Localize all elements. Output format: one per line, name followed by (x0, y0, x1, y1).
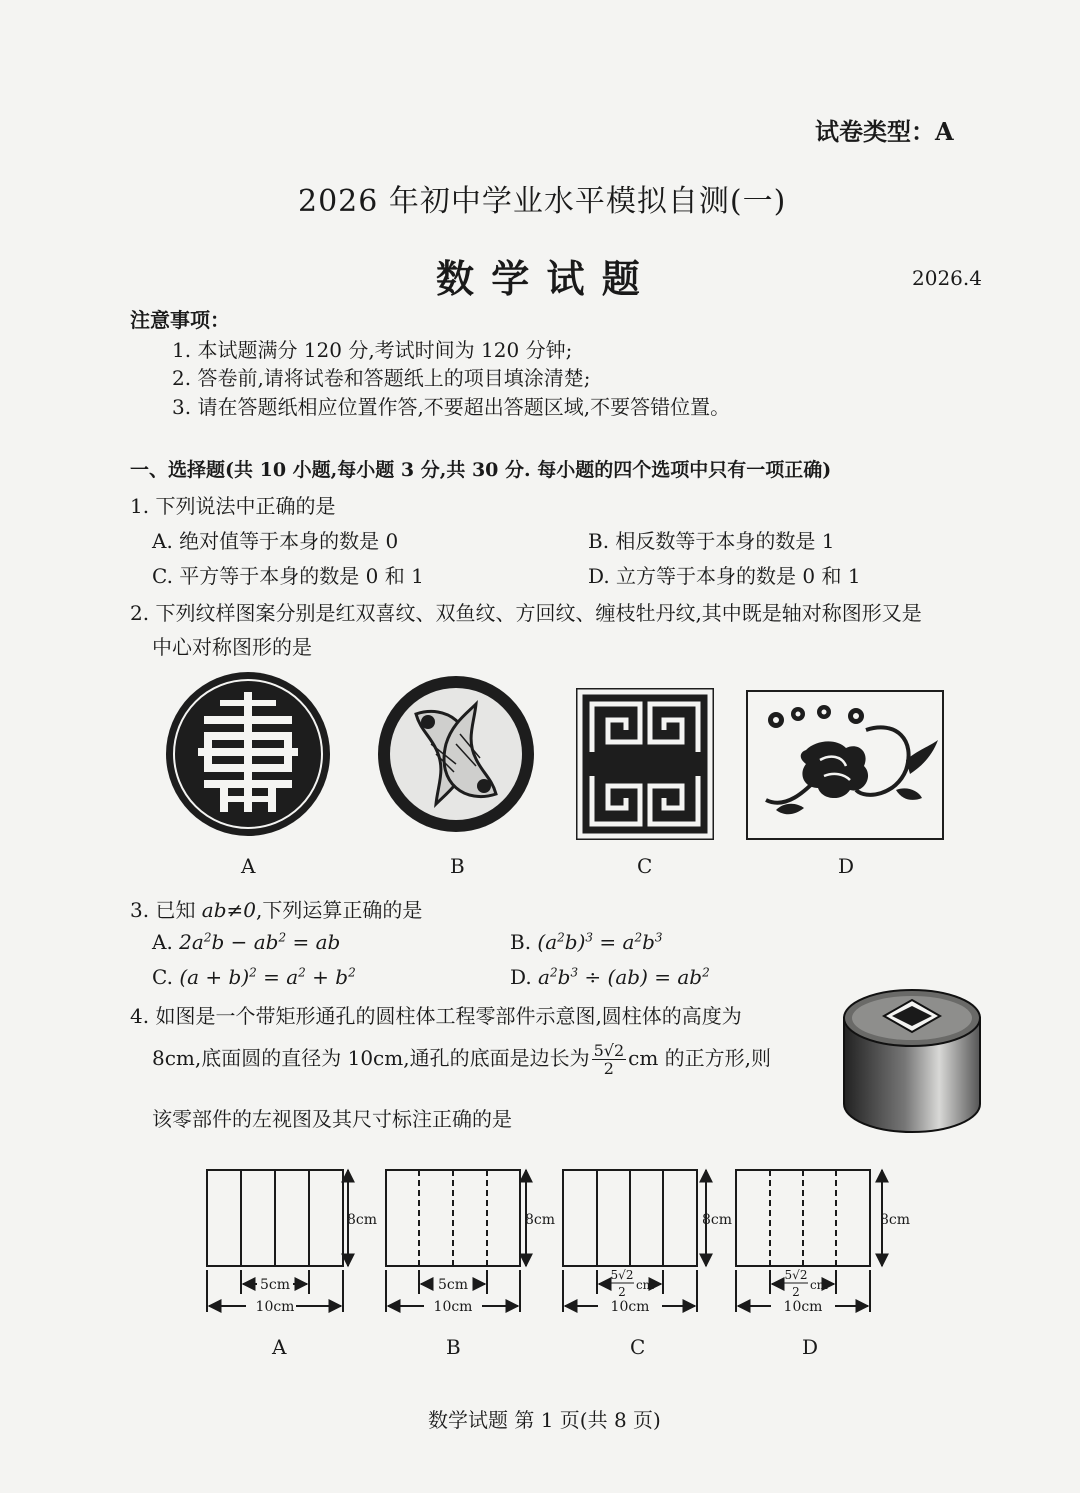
question-4-stem-end: 该零部件的左视图及其尺寸标注正确的是 (152, 1107, 512, 1131)
q4-label-d: D (802, 1335, 819, 1359)
question-2-stem: 2. 下列纹样图案分别是红双喜纹、双鱼纹、方回纹、缠枝牡丹纹,其中既是轴对称图形又是 (130, 601, 922, 625)
question-4-stem-cont: 8cm,底面圆的直径为 10cm,通孔的底面是边长为 $\frac{5√2}{2}$ cm 的正方形,则 (152, 1041, 772, 1078)
dim-outer-b: 10cm (433, 1299, 473, 1315)
question-2-stem-cont: 中心对称图形的是 (152, 635, 312, 659)
q2-label-b: B (450, 854, 465, 878)
question-3-stem: 3. 已知 ab≠0,下列运算正确的是 (130, 898, 423, 922)
q2-label-c: C (637, 854, 653, 878)
dim-height-d: 8cm (879, 1212, 911, 1228)
dim-inner-d-unit: cm (809, 1278, 829, 1292)
q1-option-d: D. 立方等于本身的数是 0 和 1 (588, 564, 861, 588)
double-fish-figure (376, 674, 536, 834)
dim-outer-a: 10cm (255, 1299, 295, 1315)
dim-inner-d-den: 2 (792, 1285, 800, 1299)
q3-option-c: C. $(a + b)^2 = a^2 + b^2$ (152, 965, 356, 989)
dim-inner-c-den: 2 (618, 1285, 626, 1299)
dim-outer-c: 10cm (610, 1299, 650, 1315)
cylinder-figure (840, 986, 984, 1136)
double-happiness-figure (164, 670, 332, 838)
notice-item: 2. 答卷前,请将试卷和答题纸上的项目填涂清楚; (172, 366, 591, 390)
q2-label-a: A (241, 854, 256, 878)
exam-date: 2026.4 (912, 266, 982, 290)
dim-outer-d: 10cm (783, 1299, 823, 1315)
notice-heading: 注意事项： (130, 308, 230, 332)
dim-inner-c-unit: cm (635, 1278, 655, 1292)
dim-height-c: 8cm (701, 1212, 733, 1228)
question-1-stem: 1. 下列说法中正确的是 (130, 494, 336, 518)
section-heading: 一、选择题(共 10 小题,每小题 3 分,共 30 分. 每小题的四个选项中只有一项正确) (130, 459, 832, 481)
q3-option-d: D. $a^2b^3 \div (ab) = ab^2$ (510, 965, 710, 989)
q2-label-d: D (838, 854, 855, 878)
exam-title: 2026 年初中学业水平模拟自测(一) (298, 184, 787, 219)
q4-label-a: A (272, 1335, 287, 1359)
paper-type: 试卷类型：A (815, 117, 954, 146)
notice-item: 3. 请在答题纸相应位置作答,不要超出答题区域,不要答错位置。 (172, 395, 731, 419)
q1-option-c: C. 平方等于本身的数是 0 和 1 (152, 564, 424, 588)
peony-scroll-figure (746, 690, 944, 840)
dim-inner-c-num: 5√2 (610, 1268, 634, 1282)
left-view-options-figure (200, 1160, 920, 1330)
notice-item: 1. 本试题满分 120 分,考试时间为 120 分钟; (172, 338, 573, 362)
page-title: 数 学 试 题 (436, 256, 642, 301)
q1-option-a: A. 绝对值等于本身的数是 0 (152, 529, 399, 553)
question-4-stem: 4. 如图是一个带矩形通孔的圆柱体工程零部件示意图,圆柱体的高度为 (130, 1004, 742, 1028)
dim-inner-b: 5cm (437, 1277, 469, 1293)
q4-label-c: C (630, 1335, 646, 1359)
page-footer: 数学试题 第 1 页(共 8 页) (428, 1408, 661, 1432)
q3-option-a: A. $2a^2b - ab^2$ = ab (152, 930, 341, 954)
square-meander-figure (576, 688, 714, 840)
q4-label-b: B (446, 1335, 461, 1359)
q3-option-b: B. $(a^2b)^3 = a^2b^3$ (510, 930, 663, 954)
dim-height-a: 8cm (346, 1212, 378, 1228)
dim-height-b: 8cm (524, 1212, 556, 1228)
dim-inner-d-num: 5√2 (784, 1268, 808, 1282)
q1-option-b: B. 相反数等于本身的数是 1 (588, 529, 835, 553)
dim-inner-a: 5cm (259, 1277, 291, 1293)
